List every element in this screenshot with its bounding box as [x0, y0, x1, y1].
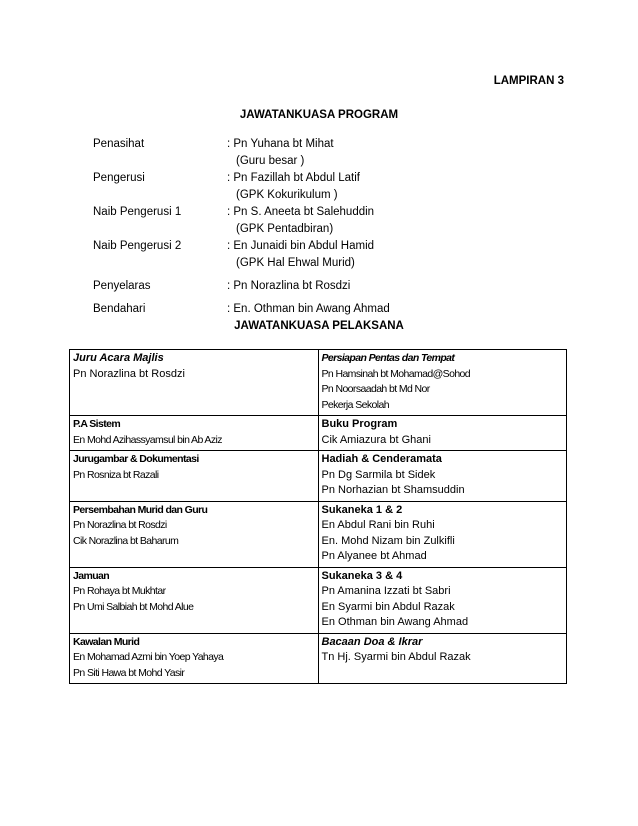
program-role-spacer — [93, 153, 227, 170]
program-member: : Pn Fazillah bt Abdul Latif — [227, 172, 360, 184]
committee-member: En Othman bin Awang Ahmad — [321, 616, 469, 628]
committee-row — [70, 416, 567, 451]
committee-member: Pn Norhazian bt Shamsuddin — [321, 484, 465, 496]
committee-unit-title: P.A Sistem — [73, 418, 121, 430]
program-member: (GPK Pentadbiran) — [236, 223, 334, 235]
committee-unit-title: Hadiah & Cenderamata — [321, 453, 442, 465]
committee-member: En Abdul Rani bin Ruhi — [321, 519, 435, 531]
program-role: Pengerusi — [93, 172, 145, 184]
program-row — [93, 153, 390, 170]
committee-unit-title: Buku Program — [321, 418, 398, 430]
committee-cell — [318, 350, 567, 416]
committee-member: En. Mohd Nizam bin Zulkifli — [321, 534, 455, 547]
committee-row — [70, 633, 567, 684]
executive-committee-title: JAWATANKUASA PELAKSANA — [234, 320, 404, 332]
committee-cell — [70, 501, 319, 567]
program-committee-list — [93, 136, 390, 318]
committee-cell — [70, 633, 319, 684]
program-role: Naib Pengerusi 2 — [93, 240, 182, 252]
committee-cell — [318, 451, 567, 502]
committee-row — [70, 567, 567, 633]
committee-member: En Syarmi bin Abdul Razak — [321, 600, 455, 613]
program-row — [93, 187, 390, 204]
program-member: : Pn Yuhana bt Mihat — [227, 138, 334, 150]
program-row — [93, 255, 390, 272]
committee-cell — [318, 501, 567, 567]
program-row — [93, 278, 390, 295]
program-committee-title: JAWATANKUASA PROGRAM — [239, 109, 399, 121]
program-member: (Guru besar ) — [236, 155, 305, 167]
program-row — [93, 170, 390, 187]
committee-member: Pn Umi Salbiah bt Mohd Alue — [73, 600, 194, 613]
committee-unit-title: Jamuan — [73, 569, 110, 582]
committee-member: Pn Rohaya bt Mukhtar — [73, 585, 166, 597]
committee-member: Cik Amiazura bt Ghani — [321, 433, 431, 446]
committee-cell — [318, 633, 567, 684]
program-row — [93, 204, 390, 221]
committee-row — [70, 501, 567, 567]
committee-member: Pn Siti Hawa bt Mohd Yasir — [73, 666, 185, 679]
program-role-spacer — [93, 255, 227, 272]
program-member: (GPK Kokurikulum ) — [236, 189, 338, 201]
committee-member: Cik Norazlina bt Baharum — [73, 534, 179, 547]
program-member: : En. Othman bin Awang Ahmad — [227, 303, 390, 315]
committee-member: Pn Hamsinah bt Mohamad@Sohod — [321, 367, 471, 380]
committee-member: Pn Dg Sarmila bt Sidek — [321, 468, 436, 481]
program-role: Naib Pengerusi 1 — [93, 206, 182, 218]
committee-unit-title: Kawalan Murid — [73, 635, 140, 648]
committee-member: Pn Norazlina bt Rosdzi — [73, 367, 185, 380]
committee-cell — [318, 416, 567, 451]
program-member: : Pn S. Aneeta bt Salehuddin — [227, 206, 375, 218]
program-row — [93, 301, 390, 318]
executive-committee-table — [69, 349, 567, 684]
committee-cell — [70, 350, 319, 416]
program-role: Bendahari — [93, 303, 146, 315]
program-member: : Pn Norazlina bt Rosdzi — [227, 280, 351, 292]
committee-unit-title: Juru Acara Majlis — [73, 352, 164, 364]
committee-member: Pn Norazlina bt Rosdzi — [73, 519, 167, 531]
committee-cell — [70, 416, 319, 451]
program-role-spacer — [93, 187, 227, 204]
committee-row — [70, 451, 567, 502]
program-row — [93, 238, 390, 255]
program-member: (GPK Hal Ehwal Murid) — [236, 257, 355, 269]
committee-member: Tn Hj. Syarmi bin Abdul Razak — [321, 651, 471, 663]
program-role: Penyelaras — [93, 280, 151, 292]
committee-cell — [70, 451, 319, 502]
committee-member: Pekerja Sekolah — [321, 398, 389, 411]
program-role: Penasihat — [93, 138, 145, 150]
committee-cell — [70, 567, 319, 633]
program-row — [93, 221, 390, 238]
committee-unit-title: Jurugambar & Dokumentasi — [73, 453, 199, 465]
committee-member: Pn Rosniza bt Razali — [73, 468, 159, 481]
committee-member: Pn Noorsaadah bt Md Nor — [321, 383, 430, 395]
committee-member: Pn Alyanee bt Ahmad — [321, 550, 427, 562]
program-role-spacer — [93, 221, 227, 238]
committee-member: Pn Amanina Izzati bt Sabri — [321, 585, 451, 597]
committee-member: En Mohamad Azmi bin Yoep Yahaya — [73, 651, 224, 663]
committee-unit-title: Sukaneka 1 & 2 — [321, 503, 403, 516]
appendix-label: LAMPIRAN 3 — [493, 75, 564, 87]
committee-row — [70, 350, 567, 416]
committee-unit-title: Bacaan Doa & Ikrar — [321, 635, 423, 648]
committee-unit-title: Persiapan Pentas dan Tempat — [321, 352, 455, 364]
committee-member: En Mohd Azihassyamsul bin Ab Aziz — [73, 433, 222, 446]
program-row — [93, 136, 390, 153]
committee-unit-title: Sukaneka 3 & 4 — [321, 569, 403, 582]
committee-unit-title: Persembahan Murid dan Guru — [73, 503, 208, 516]
committee-cell — [318, 567, 567, 633]
program-member: : En Junaidi bin Abdul Hamid — [227, 240, 375, 252]
